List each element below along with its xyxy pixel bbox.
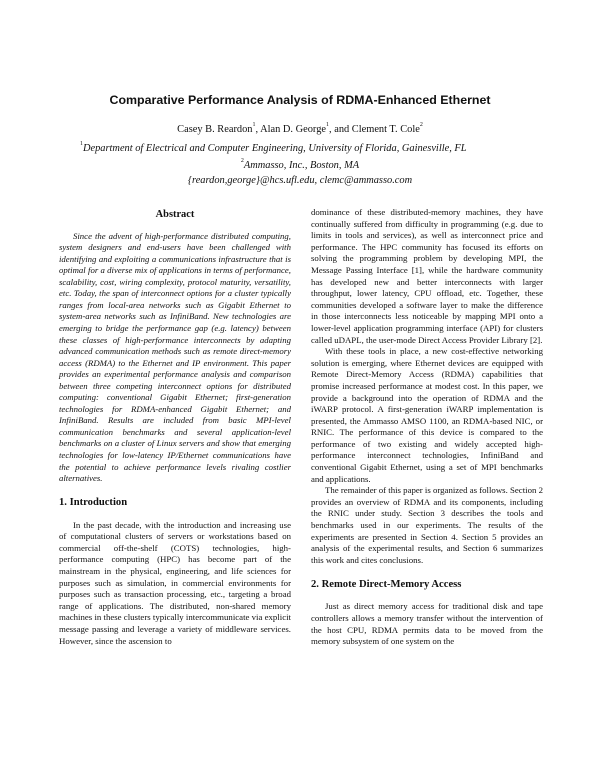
author-line [0,122,600,135]
paper-title: Comparative Performance Analysis of RDMA-Enhanced Ethernet [109,93,491,107]
rdma-paragraph-1: Just as direct memory access for traditional disk and tape controllers allows a memory transfer without the intervention of the host CPU, RDMA permits data to be moved from the memory subsystem of one system on the [311,601,543,647]
author-2: , Alan D. George [255,124,327,135]
intro-paragraph-2: With these tools in place, a new cost-effective networking solution is emerging, where Ethernet devices are equipped with Remote Direct-Memory Access (RDMA) capabilities that promise increased performance at modest cost. In this paper, we provide a background into the operation of RDMA and the iWARP protocol. A first-generation iWARP implementation is presented, the Ammasso AMSO 1100, an RDMA-based NIC, or RNIC. The performance of this device is compared to the performance of two existing and widely accepted high-performance interconnect technologies, InfiniBand and conventional Gigabit Ethernet, using a set of MPI benchmarks and applications. [311,346,543,484]
affiliation-2 [0,158,600,171]
section-2-heading: 2. Remote Direct-Memory Access [311,579,462,591]
intro-paragraph-3: The remainder of this paper is organized as follows. Section 2 provides an overview of RDMA and its components, including the RNIC under study. Section 3 describes the tools and benchmarks used in our experiments. The results of the experiments are presented in Section 4. Section 5 provides an analysis of the experimental results, and Section 6 summarizes this work and cites conclusions. [311,485,543,565]
author-3: , and Clement T. Cole [329,124,420,135]
section-1-heading: 1. Introduction [59,496,128,508]
abstract-heading: Abstract [155,209,195,220]
affiliation-1-mark: 1 [80,141,83,147]
author-1: Casey B. Reardon [177,124,253,135]
affiliation-2-mark: 2 [240,158,244,164]
author-3-affiliation-mark: 2 [419,122,423,128]
affiliation-1-text: Department of Electrical and Computer Engineering, University of Florida, Gainesville, FL [83,143,467,154]
abstract-text: Since the advent of high-performance distributed computing, system designers and end-users have been challenged with identifying and exploiting a communications infrastructure that is optimal for a diverse mix of applications in terms of performance, scalability, cost, wiring complexity, protocol maturity, versatility, etc. Today, the span of interconnect options for a cluster typically ranges from local-area networks such as Gigabit Ethernet to system-area networks such as InfiniBand. New technologies are emerging to bridge the performance gap (e.g. latency) between these classes of high-performance interconnects by adapting advanced communication methods such as remote direct-memory access (RDMA) to the Ethernet and IP environment. This paper provides an experimental performance analysis and comparison between three competing interconnect options for distributed computing: conventional Gigabit Ethernet; first-generation technologies for RDMA-enhanced Gigabit Ethernet; and InfiniBand. Results are included from basic MPI-level communication benchmarks and several application-level benchmarks on a cluster of Linux servers and show that emerging technologies for low-latency IP/Ethernet communications have the potential to achieve performance levels rivaling costlier alternatives. [59,230,291,484]
author-emails: {reardon,george}@hcs.ufl.edu, clemc@ammasso.com [187,175,413,186]
left-column [59,207,291,647]
affiliation-2-text: Ammasso, Inc., Boston, MA [243,160,360,171]
right-column [311,207,543,648]
affiliation-1 [80,141,540,154]
author-1-affiliation-mark: 1 [252,122,256,128]
intro-paragraph-1: In the past decade, with the introduction and increasing use of computational clusters of servers or workstations based on commercial off-the-shelf (COTS) technologies, high-performance computing (HPC) has become part of the mainstream in the physical, engineering, and life sciences for purposes such as simulation, in commercial environments for purposes such as transaction processing, etc., targeting a broad range of applications. The distributed, non-shared memory machines in these clusters typically intercommunicate via explicit message passing and leverage a variety of middleware services. However, since the ascension to [59,519,291,646]
intro-paragraph-1-continued: dominance of these distributed-memory machines, they have continually suffered from difficulty in programming (e.g. due to limits in tools and services), as well as interconnect price and performance. The HPC community has focused its efforts on solving the programming problem by developing MPI, the Message Passing Interface [1], while the hardware community has developed new and better interconnects with larger throughput, lower latency, CPU offload, etc. Together, these communities developed a software layer to make the difference in those interconnects less noticeable by mapping MPI onto a lower-level application programming interface (API) for clusters called uDAPL, the user-mode Direct Access Provider Library [2]. [311,207,543,345]
author-2-affiliation-mark: 1 [326,122,330,128]
